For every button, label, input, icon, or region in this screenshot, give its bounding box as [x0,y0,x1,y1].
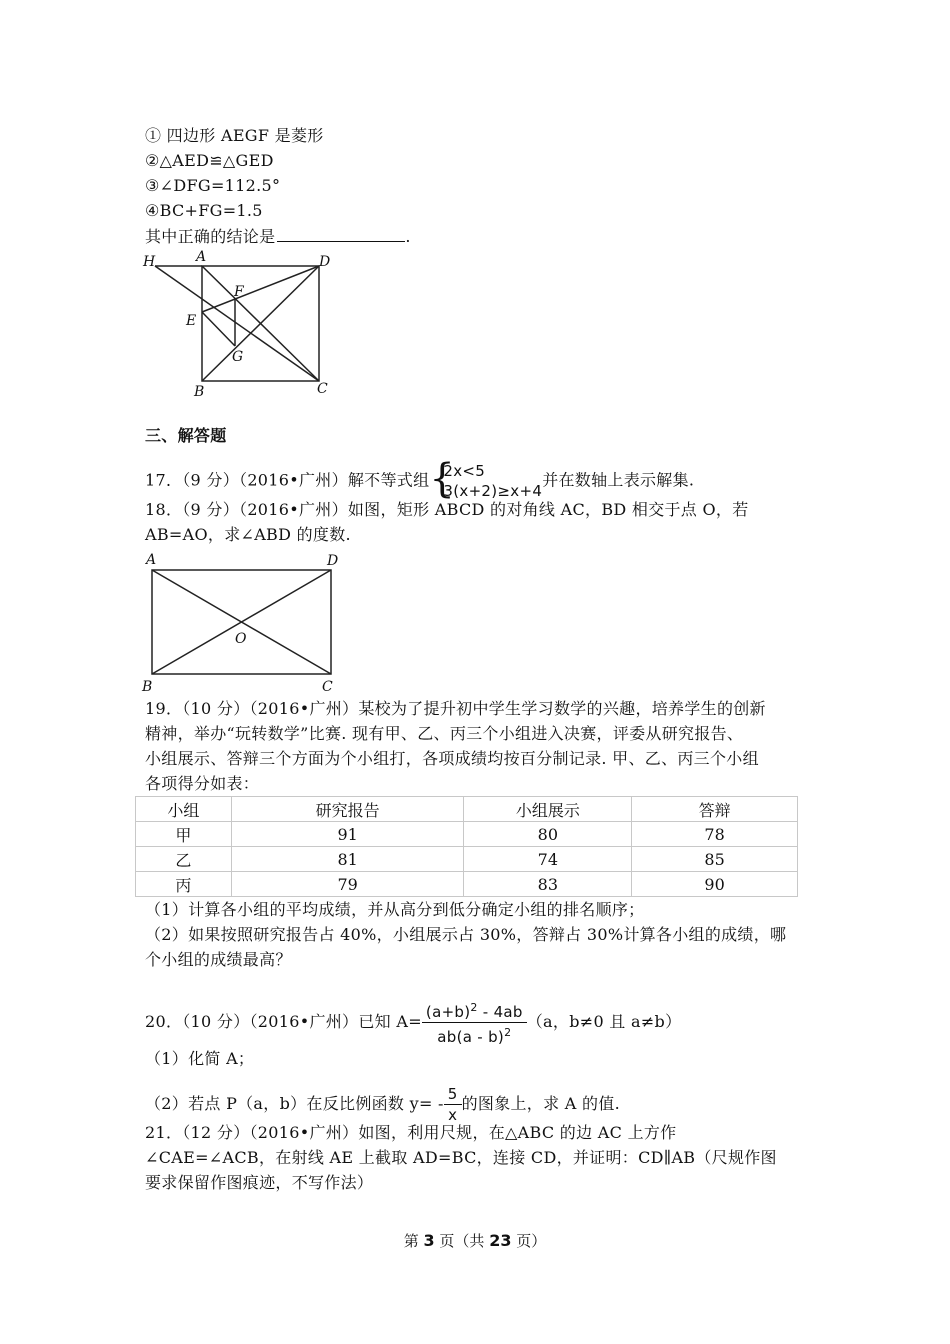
q17-prefix: 17．（9 分）（2016•广州）解不等式组 [145,470,430,490]
q19-part-1: （1）计算各小组的平均成绩，并从高分到低分确定小组的排名顺序； [145,900,645,919]
question-17 [145,456,695,502]
page-number: 3 [423,1231,435,1250]
fraction-denominator [422,1023,527,1047]
footer-mid: 页（共 [434,1232,490,1250]
table-cell: 83 [464,872,632,897]
q20-prefix: 20．（10 分）（2016•广州）已知 A= [145,1012,422,1031]
fraction-numerator [422,998,527,1023]
q18-line-2: AB=AO，求∠ABD 的度数. [145,525,351,544]
fraction-denominator: x [448,1106,458,1124]
label-b: B [142,679,153,695]
fraction-numerator: 5 [444,1084,462,1105]
q20-suffix: （a，b≠0 且 a≠b） [526,1012,682,1031]
square-figure [135,248,345,400]
numerator-base: (a+b) [425,1003,471,1021]
q20-part-2-prefix: （2）若点 P（a，b）在反比例函数 y= - [145,1094,444,1113]
inequality-2: 3(x+2)≥x+4 [443,482,543,500]
label-g: G [232,349,244,365]
header-cell: 小组 [136,797,232,822]
answer-blank [277,225,405,242]
label-o: O [235,631,247,647]
table-cell: 74 [464,847,632,872]
inequality-1: 2x<5 [443,462,486,480]
footer-prefix: 第 [403,1232,424,1250]
footer-suffix: 页） [511,1232,547,1250]
q21-line-1: 21．（12 分）（2016•广州）如图，利用尺规，在△ABC 的边 AC 上方作 [145,1123,677,1142]
table-cell: 79 [231,872,464,897]
segment-ed [202,266,319,312]
table-cell: 90 [632,872,798,897]
conclusion-2: ②△AED≌△GED [145,151,274,170]
label-h: H [143,254,156,270]
fraction-a [422,998,527,1047]
q20-part-2 [145,1084,620,1125]
q18-line-1: 18．（9 分）（2016•广州）如图，矩形 ABCD 的对角线 AC，BD 相交于点 O，若 [145,500,749,519]
table-cell: 91 [231,822,464,847]
label-d: D [319,254,331,270]
table-cell: 78 [632,822,798,847]
table-row [136,847,798,872]
denominator-base: ab(a - b) [437,1028,505,1046]
table-cell: 85 [632,847,798,872]
segment-eg [202,312,235,346]
label-c: C [322,679,333,695]
conclusion-4: ④BC+FG=1.5 [145,201,263,220]
q19-part-2-line-2: 个小组的成绩最高？ [145,950,292,969]
table-row [136,822,798,847]
label-d: D [327,553,339,569]
header-cell: 答辩 [632,797,798,822]
answer-prompt-text: 其中正确的结论是 [145,227,276,246]
conclusion-1: ① 四边形 AEGF 是菱形 [145,126,324,145]
denominator-exponent: 2 [504,1026,512,1039]
header-cell: 小组展示 [464,797,632,822]
numerator-exponent: 2 [470,1001,478,1014]
rectangle-figure [138,548,348,696]
question-20 [145,998,681,1047]
page-footer [0,1230,950,1251]
q17-suffix: 并在数轴上表示解集. [542,470,695,490]
section-heading: 三、解答题 [145,426,227,445]
q20-part-1: （1）化简 A； [145,1049,255,1068]
table-row [136,872,798,897]
conclusion-3: ③∠DFG=112.5° [145,176,281,195]
q21-line-3: 要求保留作图痕迹，不写作法） [145,1173,374,1192]
q19-line-3: 小组展示、答辩三个方面为个小组打，各项成绩均按百分制记录. 甲、乙、丙三个小组 [145,749,759,768]
label-a: A [146,552,157,568]
label-c: C [317,381,328,397]
answer-prompt [145,225,411,248]
score-table [135,796,798,897]
table-cell: 丙 [136,872,232,897]
fraction-five-over-x [444,1084,462,1125]
label-b: B [194,384,205,400]
label-f: F [234,284,244,300]
label-e: E [186,313,197,329]
table-cell: 80 [464,822,632,847]
header-cell: 研究报告 [231,797,464,822]
label-a: A [196,249,207,265]
numerator-rest: - 4ab [477,1003,523,1021]
brace-icon: { [429,456,456,502]
q21-line-2: ∠CAE=∠ACB，在射线 AE 上截取 AD=BC，连接 CD，并证明：CD∥AB（尺规作图 [145,1148,777,1167]
table-cell: 乙 [136,847,232,872]
answer-prompt-end: . [405,227,411,246]
q19-line-1: 19．（10 分）（2016•广州）某校为了提升初中学生学习数学的兴趣，培养学生的创新 [145,699,766,718]
total-pages: 23 [489,1231,512,1250]
q20-part-2-suffix: 的图象上，求 A 的值. [461,1094,621,1113]
q19-line-2: 精神，举办“玩转数学”比赛. 现有甲、乙、丙三个小组进入决赛，评委从研究报告、 [145,724,744,743]
table-cell: 甲 [136,822,232,847]
table-cell: 81 [231,847,464,872]
inequality-system [429,456,543,502]
q19-part-2-line-1: （2）如果按照研究报告占 40%，小组展示占 30%，答辩占 30%计算各小组的成绩，哪 [145,925,787,944]
q19-line-4: 各项得分如表： [145,774,260,793]
table-header-row [136,797,798,822]
